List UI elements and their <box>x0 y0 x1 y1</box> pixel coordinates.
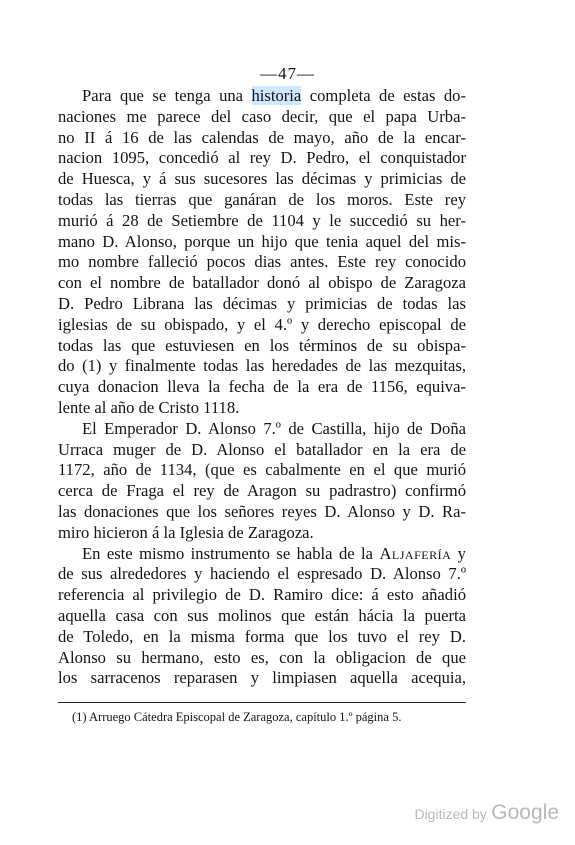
paragraph-3-line: Alonso su hermano, esto es, con la obligacion de que <box>58 647 466 667</box>
small-caps-term: Aljafería <box>379 543 452 563</box>
watermark-prefix: Digitized by <box>414 806 487 822</box>
paragraph-1-line: todas las que estuviesen en los términos de su obispa- <box>58 335 466 355</box>
paragraph-3-line: los sarracenos reparasen y limpiasen aquella acequia, <box>58 668 466 688</box>
footnote: (1) Arruego Cátedra Episcopal de Zaragoza, capítulo 1.º página 5. <box>72 710 402 724</box>
paragraph-1-line: de Huesca, y á sus sucesores las décimas y primicias de <box>58 169 466 189</box>
text-run: En este mismo instrumento se habla de la <box>82 543 380 563</box>
paragraph-3-line <box>58 544 466 565</box>
text-run: y <box>451 543 466 563</box>
footnote-divider <box>58 702 466 703</box>
paragraph-1-line: murió á 28 de Setiembre de 1104 y le succedió su her- <box>58 210 466 230</box>
paragraph-1-line: nacion 1095, concedió al rey D. Pedro, el conquistador <box>58 148 466 168</box>
digitized-watermark <box>414 801 559 825</box>
text-run: Para que se tenga una <box>82 86 252 105</box>
paragraph-2-line: El Emperador D. Alonso 7.º de Castilla, hijo de Doña <box>82 418 466 438</box>
paragraph-1-line: iglesias de su obispado, y el 4.º y derecho episcopal de <box>58 314 466 334</box>
paragraph-1-line <box>58 86 466 107</box>
paragraph-1-line: mo nombre falleció pocos dias antes. Este rey conocido <box>58 252 466 272</box>
page-number: —47— <box>260 64 315 83</box>
paragraph-2-line: miro hicieron á la Iglesia de Zaragoza. <box>58 522 314 542</box>
watermark-brand: Google <box>491 801 559 824</box>
paragraph-2-line: las donaciones que los señores reyes D. Alonso y D. Ra- <box>58 501 466 521</box>
paragraph-1-line: D. Pedro Librana las décimas y primicias de todas las <box>58 293 466 313</box>
highlighted-word: historia <box>251 86 302 105</box>
paragraph-1-line: con el nombre de batallador donó al obispo de Zaragoza <box>58 273 466 293</box>
paragraph-2-line: cerca de Fraga el rey de Aragon su padrastro) confirmó <box>58 481 466 501</box>
paragraph-1-line: todas las tierras que ganáran de los moros. Este rey <box>58 189 466 209</box>
paragraph-2-line: 1172, año de 1134, (que es cabalmente en el que murió <box>58 460 466 480</box>
paragraph-3-line: aquella casa con sus molinos que están hácia la puerta <box>58 605 466 625</box>
body-text <box>58 86 466 689</box>
paragraph-1-line: lente al año de Cristo 1118. <box>58 397 240 417</box>
paragraph-3-line: de Toledo, en la misma forma que los tuvo el rey D. <box>58 626 466 646</box>
paragraph-1-line: naciones me parece del caso decir, que el papa Urba- <box>58 106 466 126</box>
paragraph-3-line: de sus alrededores y haciendo el espresado D. Alonso 7.º <box>58 564 466 584</box>
paragraph-3-line: referencia al privilegio de D. Ramiro dice: á esto añadió <box>58 585 466 605</box>
paragraph-2-line: Urraca muger de D. Alonso el batallador en la era de <box>58 439 466 459</box>
paragraph-1-line: cuya donacion lleva la fecha de la era de 1156, equiva- <box>58 377 466 397</box>
paragraph-1-line: no II á 16 de las calendas de mayo, año de la encar- <box>58 127 466 147</box>
text-run: completa de estas do- <box>301 86 466 105</box>
paragraph-1-line: mano D. Alonso, porque un hijo que tenia aquel del mis- <box>58 231 466 251</box>
paragraph-1-line: do (1) y finalmente todas las heredades de las mezquitas, <box>58 356 466 376</box>
